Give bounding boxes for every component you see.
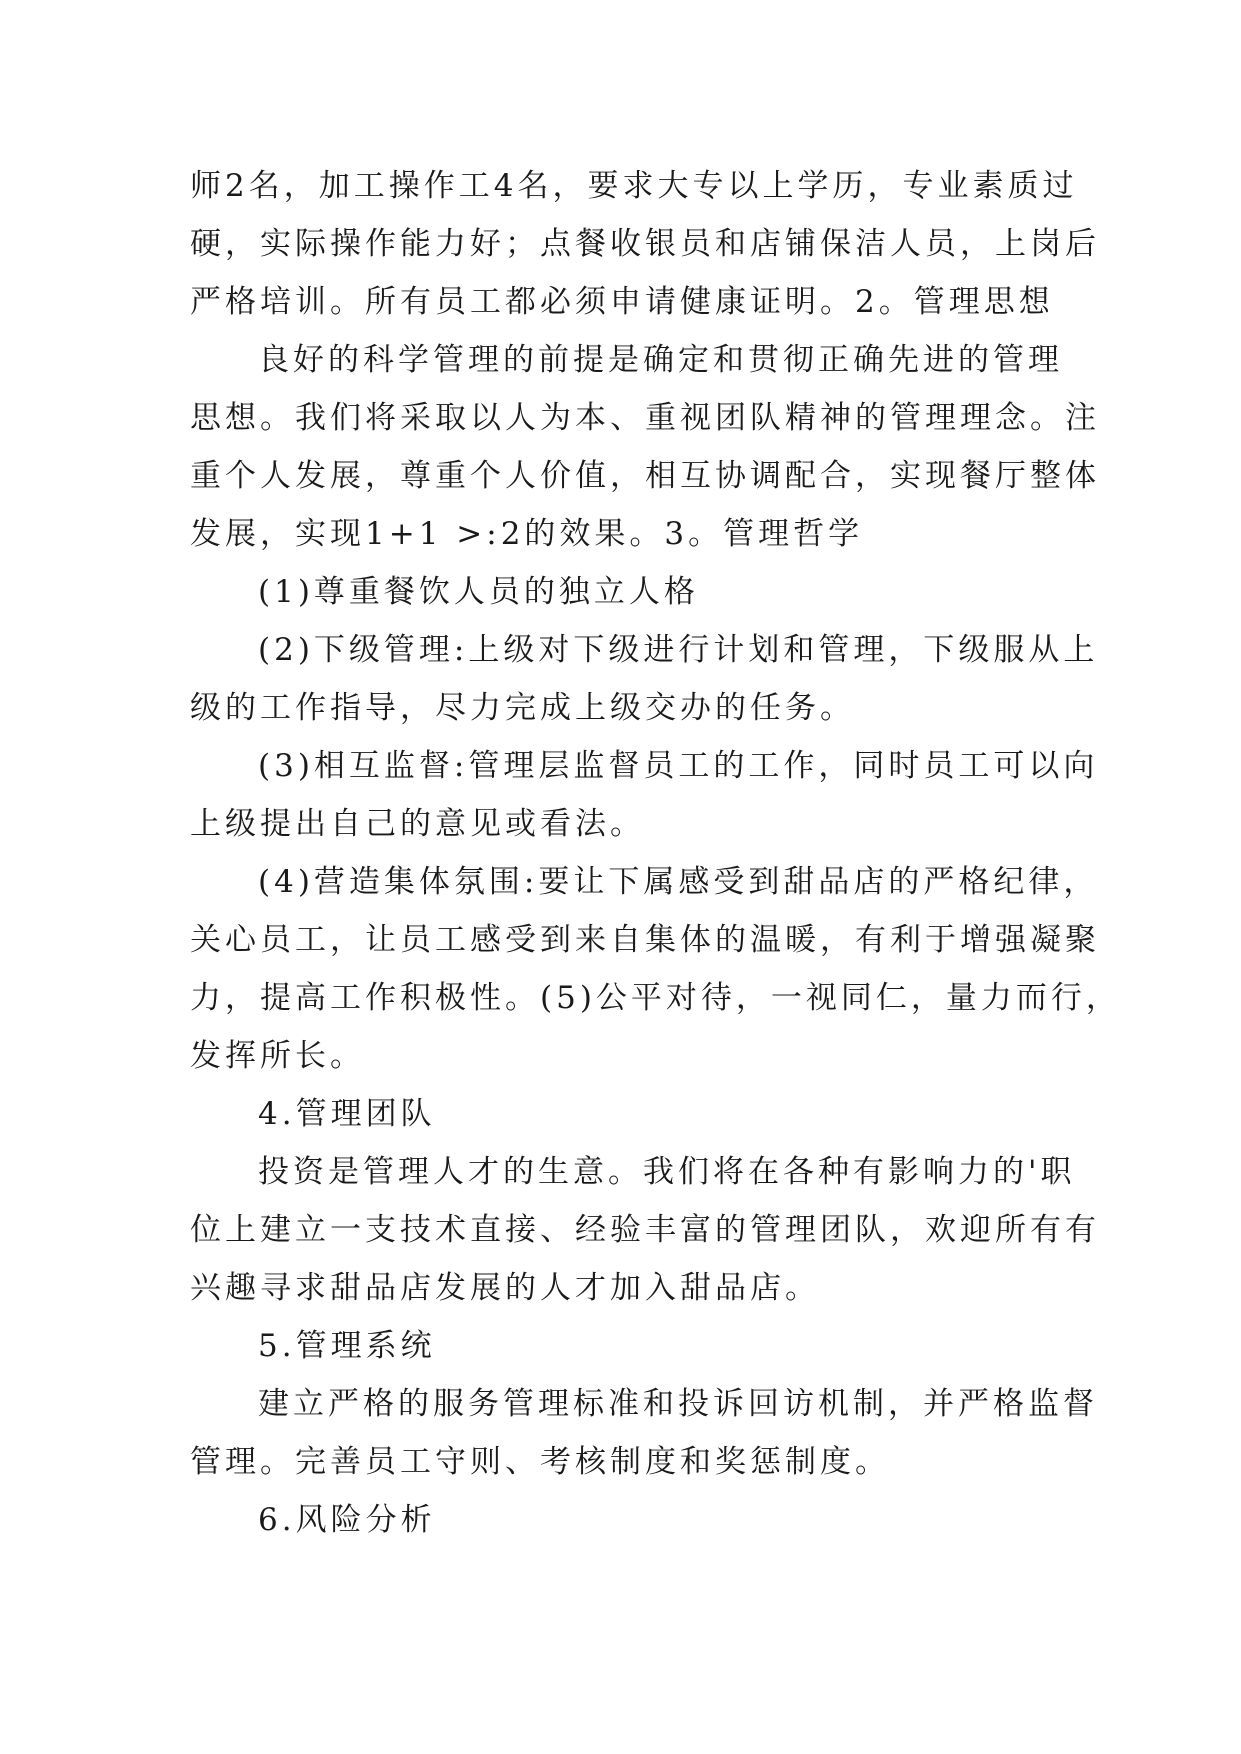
text-line: 重个人发展，尊重个人价值，相互协调配合，实现餐厅整体: [190, 458, 1100, 494]
text-line: 位上建立一支技术直接、经验丰富的管理团队，欢迎所有有: [190, 1212, 1100, 1248]
list-item-2: (2)下级管理:上级对下级进行计划和管理，下级服从上: [258, 632, 1099, 668]
paragraph-start: 良好的科学管理的前提是确定和贯彻正确先进的管理: [258, 342, 1063, 378]
text-line: 思想。我们将采取以人为本、重视团队精神的管理理念。注: [190, 400, 1100, 436]
text-line: 发挥所长。: [190, 1038, 365, 1074]
text-line: 硬，实际操作能力好；点餐收银员和店铺保洁人员，上岗后: [190, 226, 1100, 262]
text-line: 严格培训。所有员工都必须申请健康证明。2。管理思想: [190, 284, 1054, 320]
text-line: 兴趣寻求甜品店发展的人才加入甜品店。: [190, 1270, 820, 1306]
text-line: 师2名，加工操作工4名，要求大专以上学历，专业素质过: [190, 168, 1078, 204]
paragraph-start: 投资是管理人才的生意。我们将在各种有影响力的'职: [258, 1154, 1076, 1190]
text-line: 上级提出自己的意见或看法。: [190, 806, 645, 842]
text-line: 级的工作指导，尽力完成上级交办的任务。: [190, 690, 855, 726]
list-item-3: (3)相互监督:管理层监督员工的工作，同时员工可以向: [258, 748, 1099, 784]
list-item-1: (1)尊重餐饮人员的独立人格: [258, 574, 699, 610]
section-heading-4: 4.管理团队: [258, 1096, 436, 1132]
list-item-4: (4)营造集体氛围:要让下属感受到甜品店的严格纪律，: [258, 864, 1099, 900]
section-heading-6: 6.风险分析: [258, 1502, 436, 1538]
text-line: 力，提高工作积极性。(5)公平对待，一视同仁，量力而行，: [190, 980, 1121, 1016]
paragraph-start: 建立严格的服务管理标准和投诉回访机制，并严格监督: [258, 1386, 1098, 1422]
text-line: 关心员工，让员工感受到来自集体的温暖，有利于增强凝聚: [190, 922, 1100, 958]
text-line: 发展，实现1+1 >:2的效果。3。管理哲学: [190, 516, 864, 552]
text-line: 管理。完善员工守则、考核制度和奖惩制度。: [190, 1444, 890, 1480]
section-heading-5: 5.管理系统: [258, 1328, 436, 1364]
